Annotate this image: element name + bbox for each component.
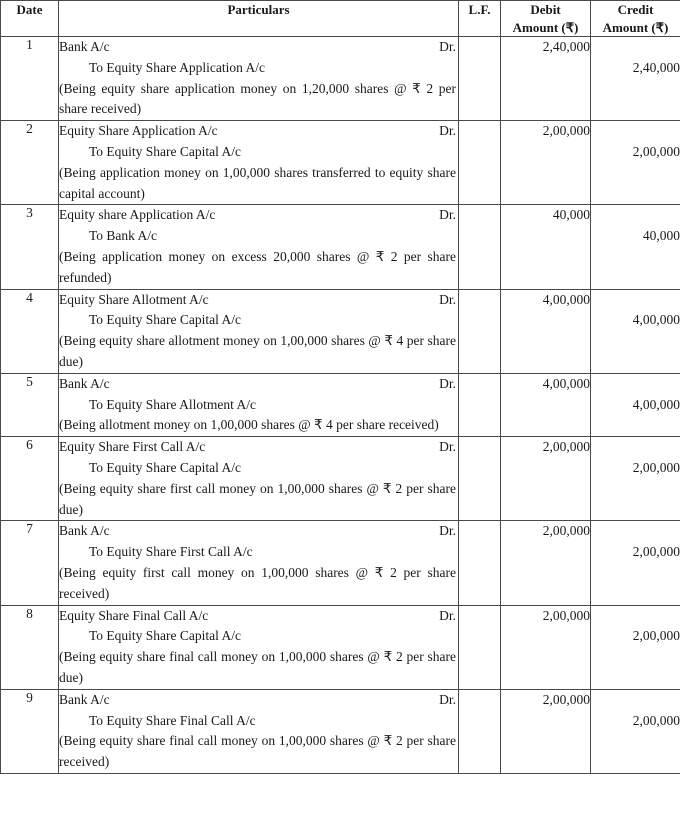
- cell-date: 1: [1, 37, 59, 121]
- narration-text: (Being equity share application money on 1,20,000 shares @ ₹ 2 per share received): [59, 80, 456, 117]
- table-row: [1, 373, 680, 436]
- debit-account-name: Bank A/c: [59, 691, 110, 707]
- credit-amount-spacer: [591, 521, 680, 542]
- credit-amount-spacer: [591, 290, 680, 311]
- debit-account-name: Equity Share Application A/c: [59, 123, 218, 139]
- cell-credit-amount: [591, 205, 680, 289]
- narration-text: (Being equity share final call money on 1,00,000 shares @ ₹ 2 per share due): [59, 649, 456, 685]
- dr-label: Dr.: [439, 523, 456, 539]
- credit-amount-spacer: [591, 690, 680, 711]
- narration-text: (Being equity share allotment money on 1,00,000 shares @ ₹ 4 per share due): [59, 333, 456, 370]
- dr-label: Dr.: [439, 291, 456, 307]
- narration-text: (Being equity share final call money on 1,00,000 shares @ ₹ 2 per share received): [59, 733, 456, 770]
- debit-entry-line: [59, 290, 458, 311]
- credit-entry-line: To Equity Share First Call A/c: [89, 544, 253, 560]
- header-row: [1, 1, 680, 37]
- dr-label: Dr.: [439, 439, 456, 455]
- cell-debit-amount: [501, 437, 591, 521]
- cell-lf: [459, 521, 501, 605]
- debit-amount-value: 4,00,000: [542, 291, 590, 307]
- debit-amount-value: 2,00,000: [542, 607, 590, 623]
- cell-date: 6: [1, 437, 59, 521]
- table-body: [1, 37, 680, 774]
- cell-lf: [459, 289, 501, 373]
- credit-amount-value: 2,40,000: [632, 59, 680, 75]
- credit-entry-line: To Equity Share Capital A/c: [89, 628, 242, 644]
- cell-particulars: [59, 37, 459, 121]
- debit-entry-line: [59, 606, 458, 627]
- cell-credit-amount: [591, 521, 680, 605]
- debit-account-name: Equity Share First Call A/c: [59, 439, 206, 455]
- credit-amount-value: 2,00,000: [632, 712, 680, 728]
- credit-amount-value: 2,00,000: [632, 628, 680, 644]
- cell-date: 7: [1, 521, 59, 605]
- cell-credit-amount: [591, 37, 680, 121]
- debit-entry-line: [59, 437, 458, 458]
- narration-text: (Being application money on excess 20,000 shares @ ₹ 2 per share refunded): [59, 249, 456, 285]
- table-row: [1, 205, 680, 289]
- debit-entry-line: [59, 37, 458, 58]
- debit-account-name: Bank A/c: [59, 39, 110, 55]
- cell-date: 5: [1, 373, 59, 436]
- cell-lf: [459, 121, 501, 205]
- cell-particulars: [59, 205, 459, 289]
- cell-particulars: [59, 121, 459, 205]
- table-row: [1, 37, 680, 121]
- debit-amount-value: 2,40,000: [542, 39, 590, 55]
- column-header-particulars: Particulars: [59, 1, 459, 37]
- table-row: [1, 521, 680, 605]
- debit-amount-value: 2,00,000: [542, 691, 590, 707]
- dr-label: Dr.: [439, 691, 456, 707]
- credit-amount-value: 4,00,000: [632, 312, 680, 328]
- cell-date: 2: [1, 121, 59, 205]
- cell-debit-amount: [501, 521, 591, 605]
- debit-amount-value: 2,00,000: [542, 123, 590, 139]
- cell-lf: [459, 205, 501, 289]
- cell-credit-amount: [591, 605, 680, 689]
- debit-amount-value: 4,00,000: [542, 375, 590, 391]
- credit-entry-line: To Bank A/c: [89, 228, 158, 244]
- cell-particulars: [59, 373, 459, 436]
- cell-credit-amount: [591, 121, 680, 205]
- table-row: [1, 121, 680, 205]
- cell-date: 9: [1, 689, 59, 773]
- credit-amount-value: 2,00,000: [632, 460, 680, 476]
- cell-debit-amount: [501, 289, 591, 373]
- credit-amount-spacer: [591, 37, 680, 58]
- debit-entry-line: [59, 374, 458, 395]
- cell-debit-amount: [501, 121, 591, 205]
- debit-entry-line: [59, 690, 458, 711]
- credit-entry-line: To Equity Share Allotment A/c: [89, 396, 257, 412]
- cell-particulars: [59, 289, 459, 373]
- cell-date: 4: [1, 289, 59, 373]
- cell-credit-amount: [591, 689, 680, 773]
- cell-particulars: [59, 605, 459, 689]
- dr-label: Dr.: [439, 207, 456, 223]
- credit-entry-line: To Equity Share Final Call A/c: [89, 712, 256, 728]
- credit-amount-spacer: [591, 374, 680, 395]
- debit-account-name: Equity Share Final Call A/c: [59, 607, 209, 623]
- cell-particulars: [59, 521, 459, 605]
- debit-header-line2: Amount (₹): [512, 19, 579, 35]
- cell-credit-amount: [591, 289, 680, 373]
- cell-lf: [459, 689, 501, 773]
- debit-account-name: Bank A/c: [59, 375, 110, 391]
- cell-lf: [459, 373, 501, 436]
- credit-amount-value: 2,00,000: [632, 544, 680, 560]
- debit-entry-line: [59, 205, 458, 226]
- table-row: [1, 437, 680, 521]
- credit-amount-value: 4,00,000: [632, 396, 680, 412]
- cell-particulars: [59, 437, 459, 521]
- credit-entry-line: To Equity Share Capital A/c: [89, 144, 242, 160]
- cell-lf: [459, 37, 501, 121]
- cell-date: 3: [1, 205, 59, 289]
- credit-amount-spacer: [591, 121, 680, 142]
- debit-account-name: Bank A/c: [59, 523, 110, 539]
- cell-credit-amount: [591, 437, 680, 521]
- credit-header-line1: Credit: [617, 2, 654, 17]
- credit-entry-line: To Equity Share Capital A/c: [89, 312, 242, 328]
- narration-text: (Being equity first call money on 1,00,000 shares @ ₹ 2 per share received): [59, 565, 456, 601]
- credit-amount-spacer: [591, 606, 680, 627]
- dr-label: Dr.: [439, 39, 456, 55]
- dr-label: Dr.: [439, 123, 456, 139]
- cell-debit-amount: [501, 373, 591, 436]
- column-header-debit: [501, 1, 591, 37]
- credit-header-line2: Amount (₹): [602, 19, 669, 35]
- cell-debit-amount: [501, 37, 591, 121]
- debit-header-line1: Debit: [530, 2, 561, 17]
- debit-account-name: Equity Share Allotment A/c: [59, 291, 209, 307]
- cell-debit-amount: [501, 205, 591, 289]
- narration-text: (Being application money on 1,00,000 shares transferred to equity share capital account): [59, 164, 456, 201]
- debit-entry-line: [59, 121, 458, 142]
- table-row: [1, 689, 680, 773]
- credit-entry-line: To Equity Share Application A/c: [89, 59, 266, 75]
- table-row: [1, 289, 680, 373]
- column-header-date: Date: [1, 1, 59, 37]
- debit-amount-value: 2,00,000: [542, 439, 590, 455]
- credit-amount-value: 2,00,000: [632, 144, 680, 160]
- cell-particulars: [59, 689, 459, 773]
- debit-amount-value: 2,00,000: [542, 523, 590, 539]
- cell-date: 8: [1, 605, 59, 689]
- table-header: [1, 1, 680, 37]
- credit-amount-spacer: [591, 205, 680, 226]
- dr-label: Dr.: [439, 607, 456, 623]
- column-header-credit: [591, 1, 680, 37]
- table-row: [1, 605, 680, 689]
- column-header-lf: L.F.: [459, 1, 501, 37]
- debit-entry-line: [59, 521, 458, 542]
- credit-amount-spacer: [591, 437, 680, 458]
- dr-label: Dr.: [439, 375, 456, 391]
- narration-text: (Being equity share first call money on 1,00,000 shares @ ₹ 2 per share due): [59, 480, 456, 517]
- cell-lf: [459, 605, 501, 689]
- debit-amount-value: 40,000: [552, 207, 590, 223]
- narration-text: (Being allotment money on 1,00,000 shares @ ₹ 4 per share received): [59, 417, 439, 433]
- cell-debit-amount: [501, 689, 591, 773]
- cell-lf: [459, 437, 501, 521]
- credit-entry-line: To Equity Share Capital A/c: [89, 460, 242, 476]
- cell-credit-amount: [591, 373, 680, 436]
- debit-account-name: Equity share Application A/c: [59, 207, 216, 223]
- credit-amount-value: 40,000: [642, 228, 680, 244]
- cell-debit-amount: [501, 605, 591, 689]
